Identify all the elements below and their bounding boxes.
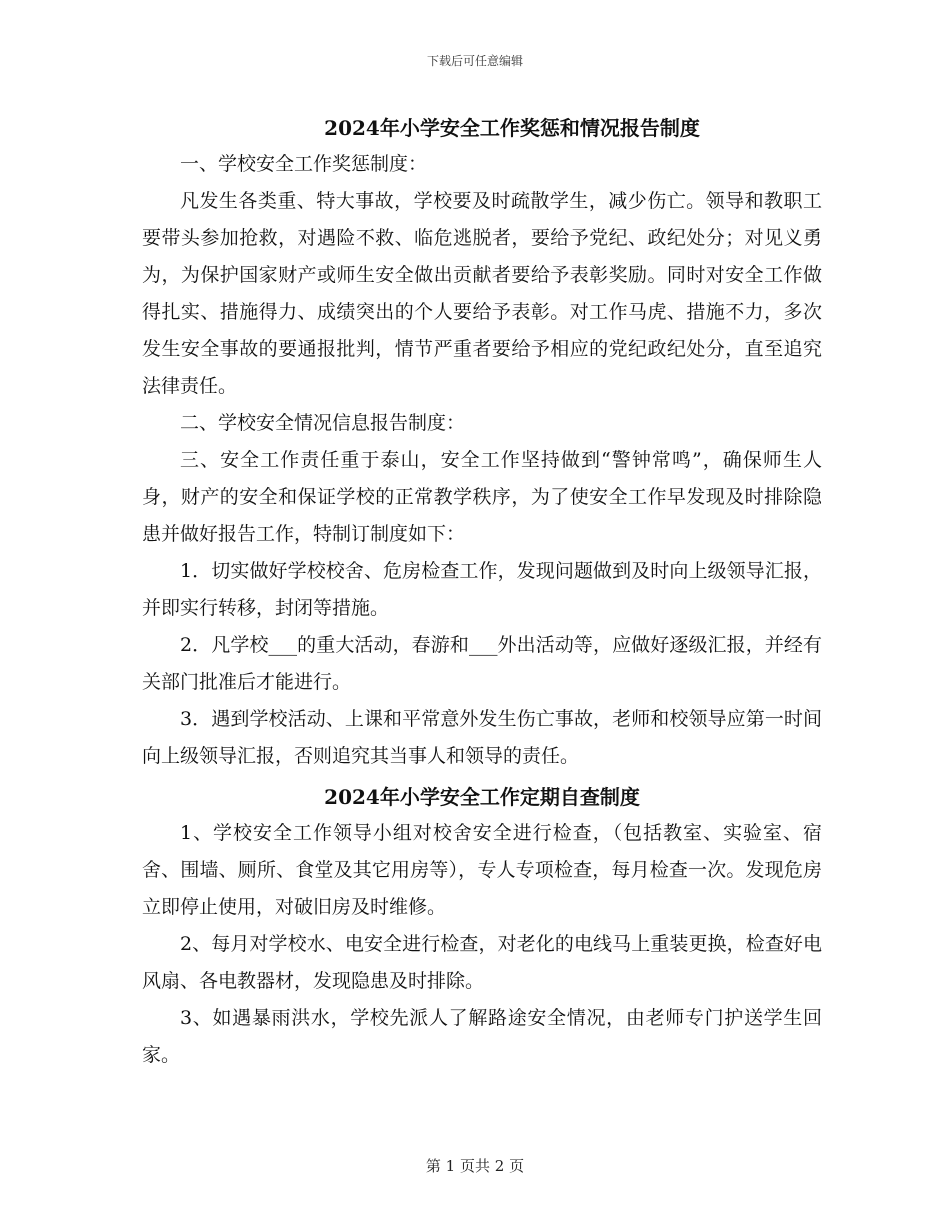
- section1-paragraph: 凡发生各类重、特大事故，学校要及时疏散学生，减少伤亡。领导和教职工要带头参加抢救，对遇险不救、临危逃脱者，要给予党纪、政纪处分；对见义勇为，为保护国家财产或师生安全做出贡献者要给予表彰奖励。同时对安全工作做得扎实、措施得力、成绩突出的个人要给予表彰。对工作马虎、措施不力，多次发生安全事故的要通报批判，情节严重者要给予相应的党纪政纪处分，直至追究法律责任。: [142, 190, 822, 397]
- section2-paragraph: 1、学校安全工作领导小组对校舍安全进行检查，（包括教室、实验室、宿舍、围墙、厕所、食堂及其它用房等），专人专项检查，每月检查一次。发现危房立即停止使用，对破旧房及时维修。: [142, 822, 822, 918]
- page-number: 第 1 页共 2 页: [425, 1157, 525, 1175]
- section2-title: 2024年小学安全工作定期自查制度: [324, 785, 640, 809]
- section2-paragraph: 2、每月对学校水、电安全进行检查，对老化的电线马上重装更换，检查好电风扇、各电教器材，发现隐患及时排除。: [142, 933, 822, 992]
- document-body: [142, 110, 822, 1074]
- section1-paragraph: 三、安全工作责任重于泰山，安全工作坚持做到“警钟常鸣”，确保师生人身，财产的安全和保证学校的正常教学秩序，为了使安全工作早发现及时排除隐患并做好报告工作，特制订制度如下：: [142, 449, 822, 545]
- section1-paragraph: 3．遇到学校活动、上课和平常意外发生伤亡事故，老师和校领导应第一时间向上级领导汇报，否则追究其当事人和领导的责任。: [142, 708, 822, 767]
- section1-paragraph: 1．切实做好学校校舍、危房检查工作，发现问题做到及时向上级领导汇报，并即实行转移，封闭等措施。: [142, 560, 822, 619]
- page-header-note: 下载后可任意编辑: [426, 54, 523, 68]
- section1-paragraph: 一、学校安全工作奖惩制度：: [180, 153, 428, 175]
- section2-paragraph: 3、如遇暴雨洪水，学校先派人了解路途安全情况，由老师专门护送学生回家。: [142, 1007, 822, 1066]
- section1-paragraph: 二、学校安全情况信息报告制度：: [180, 412, 466, 434]
- section1-paragraph: 2．凡学校___的重大活动，春游和___外出活动等，应做好逐级汇报，并经有关部门批准后才能进行。: [142, 634, 822, 693]
- section1-title: 2024年小学安全工作奖惩和情况报告制度: [324, 116, 700, 140]
